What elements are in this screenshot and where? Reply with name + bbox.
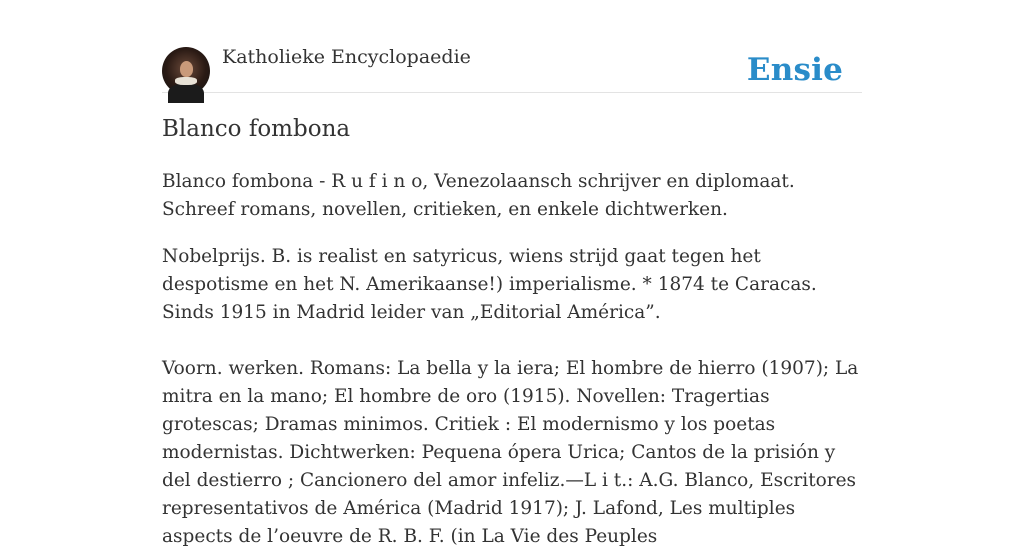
site-name-link[interactable]: Katholieke Encyclopaedie: [222, 46, 471, 68]
avatar-body: [168, 83, 204, 103]
article-paragraph: Voorn. werken. Romans: La bella y la iera; El hombre de hierro (1907); La mitra en la mano; El hombre de oro (1915). Novellen: Tragertias grotescas; Dramas minimos. Critiek : El modernismo y los poetas modernistas. Dichtwerken: Pequena ópera Urica; Cantos de la prisión y del destierro ; Cancionero del amor infeliz.—L i t.: A.G. Blanco, Escritores representativos de América (Madrid 1917); J. Lafond, Les multiples aspects de l’oeuvre de R. B. F. (in La Vie des Peuples: [162, 358, 859, 547]
article-paragraph: Blanco fombona - R u f i n o, Venezolaansch schrijver en diplomaat. Schreef romans, novellen, critieken, en enkele dichtwerken.: [162, 171, 795, 220]
avatar-collar: [175, 77, 197, 85]
page-title: Blanco fombona: [162, 116, 351, 142]
avatar-face: [180, 61, 193, 77]
page-container: [162, 0, 862, 547]
portrait-avatar-icon[interactable]: [162, 47, 210, 95]
site-header: [162, 0, 862, 93]
article-paragraph: Nobelprijs. B. is realist en satyricus, wiens strijd gaat tegen het despotisme en het N. Amerikaanse!) imperialisme. * 1874 te Caracas. Sinds 1915 in Madrid leider van „Editorial América”.: [162, 246, 817, 323]
ensie-logo[interactable]: Ensie: [746, 52, 843, 88]
